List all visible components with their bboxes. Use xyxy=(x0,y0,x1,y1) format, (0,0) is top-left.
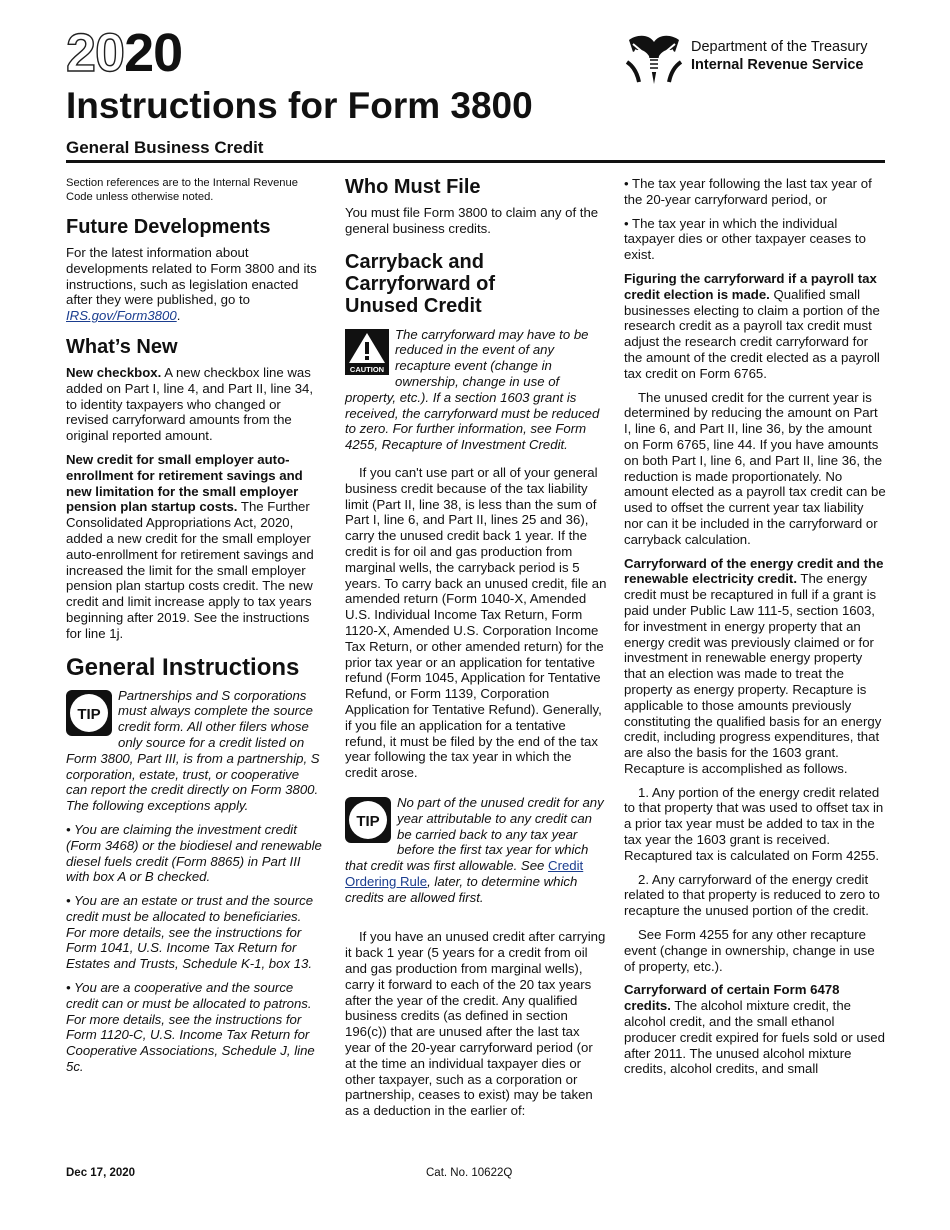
tip-label-2: TIP xyxy=(356,812,380,830)
whats-new-heading: What’s New xyxy=(66,335,178,358)
energy-item-2: 2. Any carryforward of the energy credit related to that property is reduced to zero to recapture the unused portion of the credit. xyxy=(624,871,880,919)
page-title: Instructions for Form 3800 xyxy=(66,85,533,126)
who-must-file-text: You must file Form 3800 to claim any of the general business credits. xyxy=(345,205,599,236)
new-checkbox-paragraph: New checkbox. A new checkbox line was added on Part I, line 4, and Part II, line 34, to identity taxpayers who changed or revised carryforward amounts from the original reported amount. xyxy=(66,364,314,444)
exception-bullet-3: • You are a cooperative and the source credit can or must be allocated to patrons. For more details, see the instructions for Form 1120-C, U.S. Income Tax Return for Cooperative Associations, Schedule J, line 5c. xyxy=(66,980,315,1075)
exception-bullet-2: • You are an estate or trust and the source credit must be allocated to beneficiaries. For more details, see the instructions for Form 1041, U.S. Income Tax Return for Estates and Trusts, Schedule K-1, box 13. xyxy=(66,893,314,972)
caution-callout xyxy=(345,327,607,453)
footer-catalog-number: Cat. No. 10622Q xyxy=(426,1167,513,1179)
year-solid: 20 xyxy=(124,23,183,83)
new-credit-paragraph: New credit for small employer auto-enrollment for retirement savings and new limitation for the small employer pension plan startup costs. The Further Consolidated Appropriations Act, 2020, added a new credit for the small employer auto-enrollment for retirement savings and increased the limit for the small employer pension plan startup costs credit. The new credit and limit increase apply to tax years beginning after 2019. See the instructions for line 1j. xyxy=(66,451,314,641)
tip-label: TIP xyxy=(77,705,101,723)
form-year xyxy=(66,23,183,83)
irs-eagle-logo-icon xyxy=(623,32,685,88)
agency-department: Department of the Treasury xyxy=(691,39,868,55)
see-form-4255-paragraph: See Form 4255 for any other recapture event (change in ownership, change in use of property, etc.). xyxy=(624,927,875,974)
form-6478-paragraph: Carryforward of certain Form 6478 credits. The alcohol mixture credit, the alcohol credit, and the small ethanol producer credit expired for fuels sold or used after 2011. The unused alcohol mixture credits, alcohol credits, and small xyxy=(624,982,885,1077)
exception-bullet-1: • You are claiming the investment credit (Form 3468) or the biodiesel and renewable diesel fuels credit (Form 8865) in Part III with box A or B checked. xyxy=(66,821,322,885)
column-3 xyxy=(624,176,886,1085)
energy-item-1: 1. Any portion of the energy credit related to that property that was used to offset tax in a prior tax year must be added to tax in the tax year the 1603 grant is received. Recaptured tax is calculated on Form 4255. xyxy=(624,784,884,863)
carryback-heading: Carryback and Carryforward of Unused Credit xyxy=(345,250,496,317)
footer-date: Dec 17, 2020 xyxy=(66,1167,136,1179)
page-subtitle: General Business Credit xyxy=(66,138,264,157)
tip-callout-2: TIP No part of the unused credit for any year attributable to any credit can be carried back to any tax year before the first tax year for which that credit was first allowable. See Credit Ordering Rule, later, to determine which credits are allowed first. xyxy=(345,794,604,905)
caution-text: The carryforward may have to be reduced in the event of any recapture event (change in ownership, change in use of property, etc.). If a section 1603 grant is received, the carryforward must be reduced to zero. For further information, see Form 4255, Recapture of Investment Credit. xyxy=(345,326,600,453)
general-instructions-heading: General Instructions xyxy=(66,653,300,681)
agency-irs: Internal Revenue Service xyxy=(691,57,864,73)
who-must-file-heading: Who Must File xyxy=(345,176,481,198)
future-developments-text: For the latest information about developments related to Form 3800 and its instructions, such as legislation enacted after they were published, go to IRS.gov/Form3800. xyxy=(66,245,317,324)
deduction-bullet-1: • The tax year following the last tax year of the 20-year carryforward period, or xyxy=(624,176,872,207)
agency-block xyxy=(623,32,868,93)
year-outline: 20 xyxy=(66,23,125,83)
caution-label: CAUTION xyxy=(349,364,385,374)
column-2 xyxy=(345,176,607,1127)
carryforward-paragraph: If you have an unused credit after carrying it back 1 year (5 years for a credit from oil and gas production from marginal wells), carry it forward to each of the 20 tax years after the year of the credit. Any qualified business credits (as defined in section 196(c)) that are unused after the last tax year of the 20-year carryforward period (or at the time an individual taxpayer dies or other taxpayer, such as a corporation or partnership, ceases to exist) may be taken as a deduction in the earlier of: xyxy=(345,929,606,1119)
section-references: Section references are to the Internal Revenue Code unless otherwise noted. xyxy=(66,177,298,203)
header-divider xyxy=(66,160,885,163)
payroll-paragraph: Figuring the carryforward if a payroll tax credit election is made. Qualified small businesses electing to claim a portion of the research credit as a payroll tax credit must adjust the research credit carryforward for the amount of the credit elected as a payroll tax credit on Form 6765. xyxy=(624,270,880,381)
column-1 xyxy=(66,176,324,1083)
tip-text: Partnerships and S corporations must always complete the source credit form. All other filers whose only source for a credit listed on Form 3800, Part III, is from a partnership, S corporation, estate, trust, or cooperative can report the credit directly on Form 3800. The following exceptions apply. xyxy=(66,687,320,814)
deduction-bullet-2: • The tax year in which the individual taxpayer dies or other taxpayer ceases to exist. xyxy=(624,215,866,263)
tip-icon xyxy=(345,797,391,843)
tip-callout xyxy=(66,688,324,814)
future-developments-heading: Future Developments xyxy=(66,216,271,238)
credit-ordering-rule-link[interactable]: Credit Ordering Rule xyxy=(345,858,584,889)
tip-icon xyxy=(66,690,112,736)
irs-form3800-link[interactable]: IRS.gov/Form3800 xyxy=(66,308,177,324)
carryback-paragraph: If you can't use part or all of your general business credit because of the tax liability limit (Part II, line 38, is less than the sum of Part I, line 6, and Part II, lines 25 and 36), carry the unused credit back 1 year. If the credit is for oil and gas production from marginal wells, the carryback period is 5 years. To carry back an unused credit, file an amended return (Form 1040-X, Amended U.S. Individual Income Tax Return, Form 1120-X, Amended U.S. Corporation Income Tax Return, or other amended return) for the prior tax year or an application for tentative refund (Form 1045, Application for Tentative Refund, or Form 1139, Corporation Application for Tentative Refund). Generally, if you file an application for a tentative refund, it must be filed by the end of the tax year following the tax year in which the credit arose. xyxy=(345,464,607,781)
caution-icon xyxy=(345,329,389,375)
unused-credit-paragraph: The unused credit for the current year is determined by reducing the amount on Part I, line 6, and Part II, line 36, by the amount on Form 6765, line 44. If you have amounts on both Part I, line 6, and Part II, line 36, the reduction is made proportionately. No amount elected as a payroll tax credit can be used to offset the current year tax liability nor can it be included in the carryforward or carryback calculation. xyxy=(624,389,886,547)
energy-credit-paragraph: Carryforward of the energy credit and the renewable electricity credit. The energy credit must be recaptured in full if a grant is paid under Public Law 111-5, section 1603, for investment in energy property that an energy credit was previously claimed or for investment in renewable energy property that an election was made to treat the property as energy property. Recapture is applicable to those amounts previously constituting the qualified basis for an energy credit, including progress expenditures, that are also the basis for the 1603 grant. Recapture is accomplished as follows. xyxy=(624,555,884,776)
